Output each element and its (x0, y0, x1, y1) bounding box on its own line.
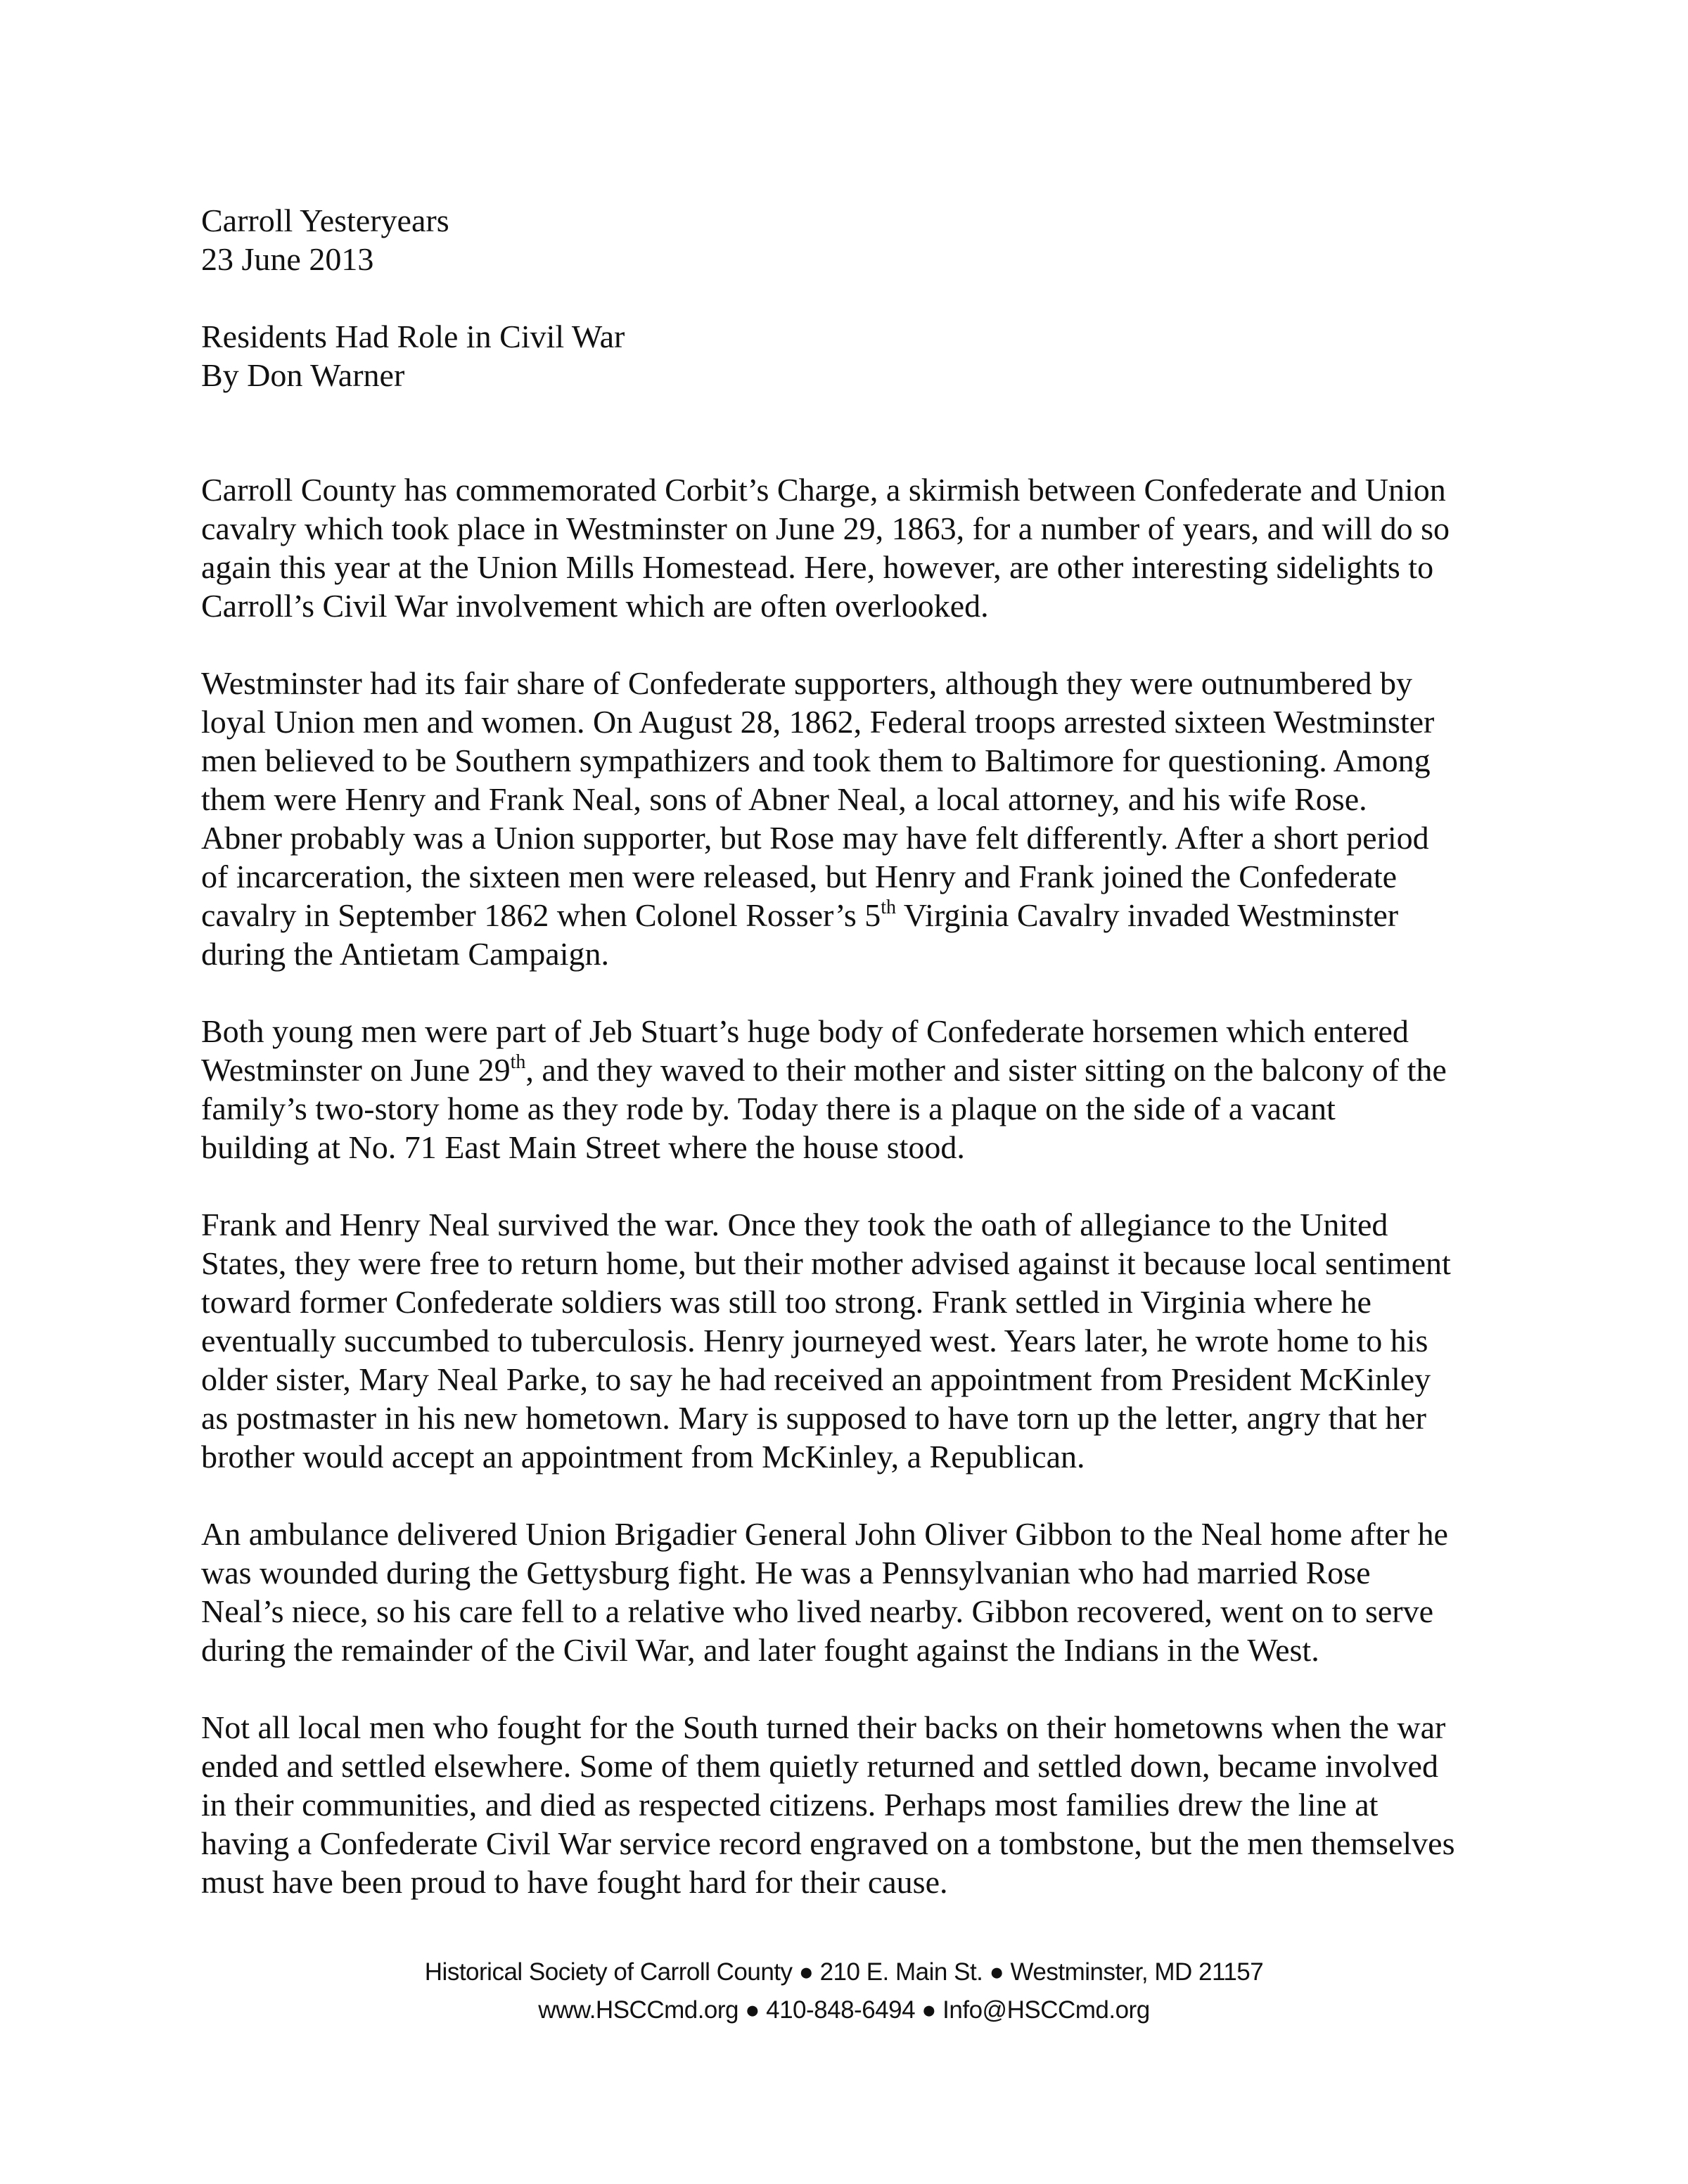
text-line (201, 548, 1523, 586)
paragraph (201, 1205, 1523, 1476)
text-line (201, 470, 1523, 509)
text-segment: ended and settled elsewhere. Some of them quietly returned and settled down, became involved (201, 1748, 1438, 1784)
text-line (201, 1399, 1523, 1437)
text-segment: during the Antietam Campaign. (201, 936, 610, 972)
text-segment: as postmaster in his new hometown. Mary is supposed to have torn up the letter, angry that her (201, 1400, 1426, 1436)
text-line (201, 1205, 1523, 1244)
text-line (201, 1708, 1523, 1747)
text-line (201, 664, 1523, 702)
text-line (201, 1244, 1523, 1283)
text-line (201, 741, 1523, 780)
article-header (201, 201, 1523, 394)
text-line (201, 1785, 1523, 1824)
text-segment: in their communities, and died as respected citizens. Perhaps most families drew the line at (201, 1787, 1379, 1823)
text-segment: States, they were free to return home, but their mother advised against it because local sentiment (201, 1245, 1451, 1281)
text-segment: brother would accept an appointment from McKinley, a Republican. (201, 1439, 1085, 1475)
text-line (201, 702, 1523, 741)
paragraph (201, 470, 1523, 625)
article-page (201, 201, 1523, 1940)
text-segment: during the remainder of the Civil War, and later fought against the Indians in the West. (201, 1632, 1319, 1668)
paragraph (201, 1012, 1523, 1167)
text-segment: building at No. 71 East Main Street where the house stood. (201, 1129, 965, 1165)
text-segment: Carroll’s Civil War involvement which are often overlooked. (201, 588, 989, 624)
ordinal-superscript: th (881, 896, 897, 918)
text-line (201, 934, 1523, 973)
text-line (201, 818, 1523, 857)
text-segment: , and they waved to their mother and sister sitting on the balcony of the (525, 1052, 1447, 1088)
text-line (201, 1283, 1523, 1321)
text-line (201, 1012, 1523, 1051)
text-line (201, 1128, 1523, 1167)
text-segment: Virginia Cavalry invaded Westminster (896, 897, 1399, 933)
text-segment: having a Confederate Civil War service record engraved on a tombstone, but the men themselves (201, 1825, 1455, 1861)
text-segment: loyal Union men and women. On August 28, 1862, Federal troops arrested sixteen Westminster (201, 704, 1435, 740)
text-line (201, 1553, 1523, 1592)
text-segment: of incarceration, the sixteen men were released, but Henry and Frank joined the Confederate (201, 859, 1398, 894)
text-segment: Abner probably was a Union supporter, but Rose may have felt differently. After a short period (201, 820, 1429, 856)
footer (0, 1953, 1688, 2029)
text-line (201, 1824, 1523, 1863)
text-segment: Both young men were part of Jeb Stuart’s huge body of Confederate horsemen which entered (201, 1013, 1409, 1049)
text-line (201, 1360, 1523, 1399)
text-line (201, 780, 1523, 818)
article-title: Residents Had Role in Civil War (201, 319, 625, 354)
text-line (201, 857, 1523, 896)
text-segment: older sister, Mary Neal Parke, to say he had received an appointment from President McKinley (201, 1361, 1431, 1397)
text-segment: Westminster on June 29 (201, 1052, 511, 1088)
text-segment: men believed to be Southern sympathizers and took them to Baltimore for questioning. Among (201, 743, 1431, 778)
publication-date: 23 June 2013 (201, 241, 374, 277)
text-line (201, 1321, 1523, 1360)
text-segment: An ambulance delivered Union Brigadier General John Oliver Gibbon to the Neal home after he (201, 1516, 1448, 1552)
text-line (201, 509, 1523, 548)
text-line (201, 1515, 1523, 1553)
text-segment: cavalry in September 1862 when Colonel Rosser’s 5 (201, 897, 881, 933)
text-line (201, 1089, 1523, 1128)
paragraph (201, 1515, 1523, 1669)
text-line (201, 1747, 1523, 1785)
text-line (201, 1437, 1523, 1476)
column-name: Carroll Yesteryears (201, 203, 449, 238)
text-segment: cavalry which took place in Westminster on June 29, 1863, for a number of years, and will do so (201, 510, 1450, 546)
article-body (201, 470, 1523, 1901)
footer-contact: www.HSCCmd.org ● 410-848-6494 ● Info@HSCCmd.org (538, 1996, 1150, 2024)
text-segment: again this year at the Union Mills Homestead. Here, however, are other interesting sidelights to (201, 549, 1434, 585)
text-line (201, 1631, 1523, 1669)
paragraph (201, 1708, 1523, 1901)
text-segment: was wounded during the Gettysburg fight. He was a Pennsylvanian who had married Rose (201, 1555, 1371, 1591)
ordinal-superscript: th (510, 1051, 526, 1073)
text-segment: Neal’s niece, so his care fell to a relative who lived nearby. Gibbon recovered, went on to serve (201, 1593, 1434, 1629)
byline: By Don Warner (201, 357, 405, 393)
paragraph (201, 664, 1523, 973)
text-line (201, 896, 1523, 934)
text-segment: Not all local men who fought for the South turned their backs on their hometowns when the war (201, 1709, 1446, 1745)
text-line (201, 586, 1523, 625)
text-line (201, 1863, 1523, 1901)
text-segment: Carroll County has commemorated Corbit’s Charge, a skirmish between Confederate and Union (201, 472, 1446, 508)
text-segment: them were Henry and Frank Neal, sons of Abner Neal, a local attorney, and his wife Rose. (201, 781, 1367, 817)
text-segment: must have been proud to have fought hard for their cause. (201, 1864, 948, 1900)
text-segment: Frank and Henry Neal survived the war. Once they took the oath of allegiance to the United (201, 1207, 1388, 1242)
text-line (201, 1592, 1523, 1631)
text-segment: eventually succumbed to tuberculosis. Henry journeyed west. Years later, he wrote home to his (201, 1323, 1428, 1358)
text-segment: family’s two-story home as they rode by. Today there is a plaque on the side of a vacant (201, 1091, 1336, 1126)
text-segment: Westminster had its fair share of Confederate supporters, although they were outnumbered by (201, 665, 1413, 701)
footer-address: Historical Society of Carroll County ● 210 E. Main St. ● Westminster, MD 21157 (424, 1958, 1264, 1986)
text-segment: toward former Confederate soldiers was still too strong. Frank settled in Virginia where he (201, 1284, 1372, 1320)
text-line (201, 1051, 1523, 1089)
